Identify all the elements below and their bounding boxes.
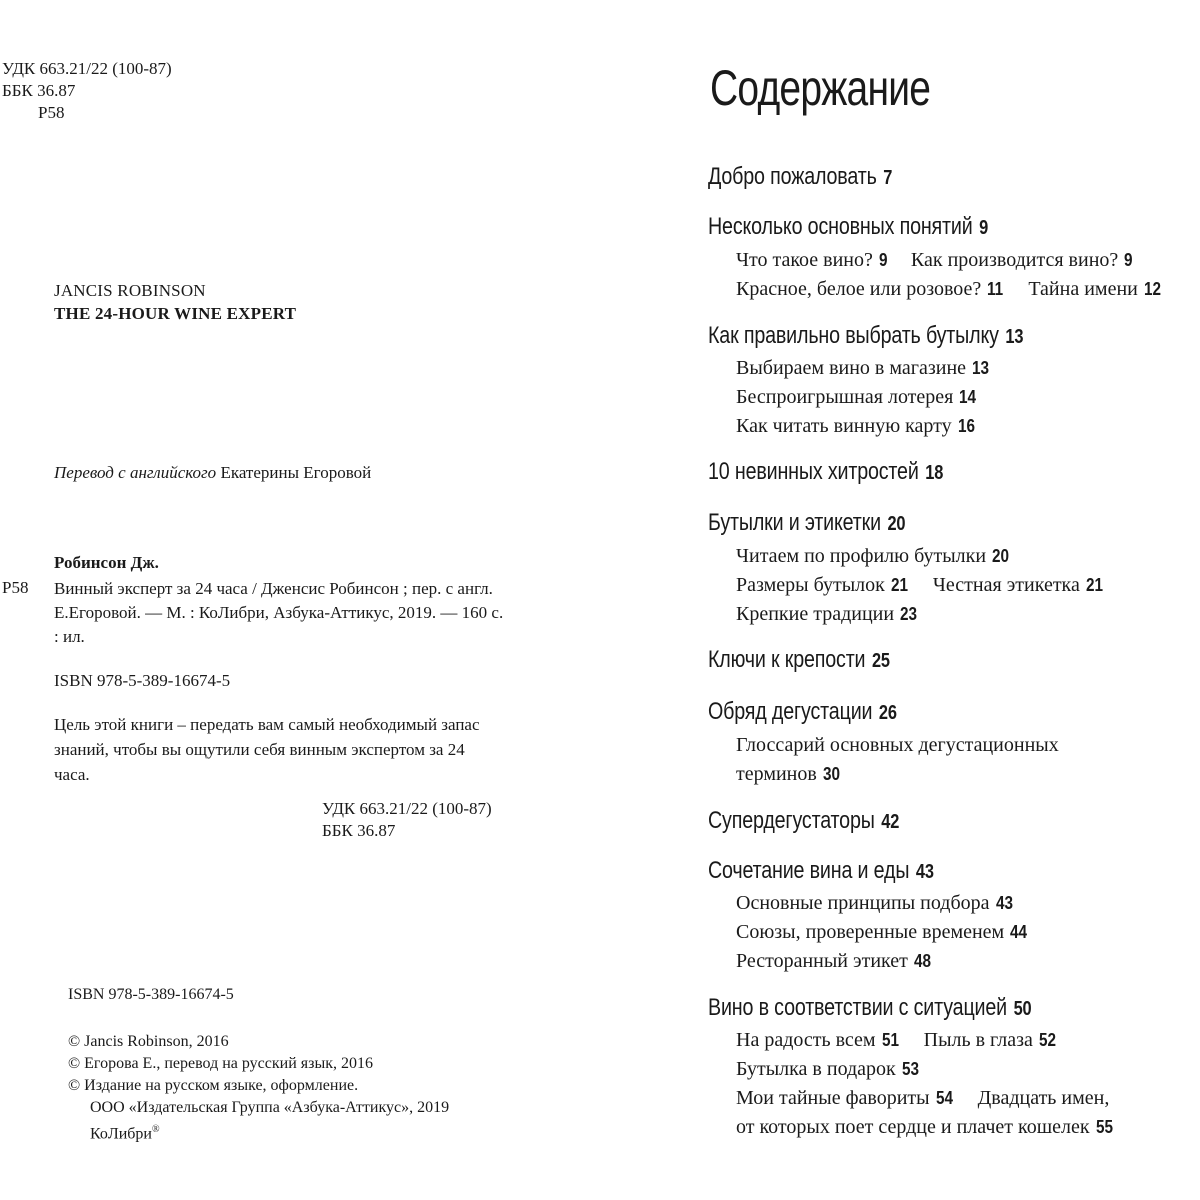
author-code-top: Р58 [38,103,65,122]
toc-section-title: Несколько основных понятий [708,213,973,240]
toc-section[interactable] [708,697,897,728]
toc-subsection[interactable] [736,543,1012,569]
toc-page-number: 25 [871,650,890,672]
toc-page-number: 23 [900,604,918,624]
toc-section[interactable] [708,457,943,488]
toc-page-number: 48 [913,951,931,971]
toc-section[interactable] [708,856,934,887]
toc-page-number: 14 [959,387,977,407]
toc-subsection[interactable] [736,384,979,410]
catalog-card-code: Р58 [2,578,29,597]
toc-subsection-title: Глоссарий основных дегустационных [736,734,1059,756]
toc-subsection-title: Основные принципы подбора [736,892,990,914]
book-abstract: Цель этой книги – передать вам самый необходимый запас знаний, чтобы вы ощутили себя винным экспертом за 24 часа. [54,715,480,784]
toc-subsection[interactable] [736,276,1164,302]
toc-subsection-title: Размеры бутылок [736,574,885,596]
toc-subsection-title: Что такое вино? [736,249,873,271]
toc-page-number: 20 [992,546,1010,566]
toc-section[interactable] [708,212,988,243]
toc-page-number: 55 [1095,1117,1113,1137]
bbk-code-top: ББК 36.87 [2,81,76,100]
toc-subsection[interactable] [736,601,920,627]
toc-page-number: 12 [1143,279,1161,299]
toc-page-number: 43 [915,861,934,883]
toc-section[interactable] [708,321,1023,352]
catalog-card-author: Робинсон Дж. [54,553,159,572]
toc-subsection[interactable] [736,761,843,787]
toc-subsection-title: терминов [736,763,817,785]
toc-section[interactable] [708,806,899,837]
toc-page-number: 18 [925,462,944,484]
toc-page-number: 52 [1038,1030,1056,1050]
isbn-footer: ISBN 978-5-389-16674-5 [68,986,234,1003]
toc-subsection[interactable] [736,572,1106,598]
toc-subsection[interactable] [736,919,1030,945]
toc-subsection-title: Беспроигрышная лотерея [736,386,954,408]
toc-page-number: 50 [1013,998,1032,1020]
toc-subsection[interactable] [736,1114,1116,1140]
toc-section-title: Добро пожаловать [708,163,877,190]
toc-page-number: 54 [935,1088,953,1108]
toc-subsection-title: Читаем по профилю бутылки [736,545,987,567]
toc-page-number: 7 [883,167,893,189]
toc-section[interactable] [708,645,890,676]
original-author: JANCIS ROBINSON [54,281,206,300]
toc-subsection[interactable] [736,355,992,381]
toc-page-number: 43 [995,893,1013,913]
toc-page-number: 53 [901,1059,919,1079]
toc-page-number: 9 [878,250,888,270]
toc-page-number: 11 [987,279,1004,299]
toc-subsection-title: Ресторанный этикет [736,950,908,972]
toc-page-number: 44 [1010,922,1028,942]
copyright-line: © Jancis Robinson, 2016 [68,1033,229,1050]
toc-subsection-title: Бутылка в подарок [736,1058,896,1080]
toc-subsection[interactable] [736,948,934,974]
toc-subsection-title: Двадцать имен, [977,1087,1110,1109]
toc-heading: Содержание [710,60,931,116]
toc-subsection[interactable] [736,1085,1109,1111]
toc-section-title: Обряд дегустации [708,698,873,725]
toc-page-number: 13 [972,358,990,378]
bbk-code-bottom: ББК 36.87 [322,821,396,840]
copyright-line: © Егорова Е., перевод на русский язык, 2016 [68,1055,373,1072]
toc-page-number: 42 [881,811,900,833]
toc-subsection[interactable] [736,890,1016,916]
imprint-page [0,0,560,1200]
toc-subsection[interactable] [736,247,1134,273]
translation-prefix: Перевод с английского [54,463,217,482]
toc-section[interactable] [708,162,892,193]
toc-page-number: 51 [881,1030,899,1050]
udk-code-bottom: УДК 663.21/22 (100-87) [322,799,492,818]
toc-section[interactable] [708,993,1031,1024]
translation-credit [54,462,371,484]
toc-page-number: 20 [887,513,906,535]
udk-code-top: УДК 663.21/22 (100-87) [2,59,172,78]
toc-page-number: 21 [1085,575,1103,595]
toc-section-title: Ключи к крепости [708,646,866,673]
toc-subsection[interactable] [736,732,1059,758]
toc-subsection-title: Красное, белое или розовое? [736,278,982,300]
toc-page-number: 16 [957,416,975,436]
toc-subsection[interactable] [736,1027,1059,1053]
registered-mark-icon: ® [152,1124,160,1135]
toc-subsection-title: от которых поет сердце и плачет кошелек [736,1116,1090,1138]
toc-section[interactable] [708,508,905,539]
toc-page-number: 30 [822,764,840,784]
toc-subsection[interactable] [736,413,978,439]
toc-subsection-title: Мои тайные фавориты [736,1087,930,1109]
toc-section-title: Бутылки и этикетки [708,509,881,536]
toc-subsection-title: На радость всем [736,1029,876,1051]
isbn-catalog: ISBN 978-5-389-16674-5 [54,671,231,690]
copyright-line [90,1119,160,1145]
toc-subsection-title: Пыль в глаза [923,1029,1033,1051]
toc-page-number: 9 [1124,250,1133,270]
toc-subsection-title: Как производится вино? [910,249,1119,271]
toc-subsection-title: Честная этикетка [932,574,1080,596]
toc-subsection[interactable] [736,1056,922,1082]
toc-subsection-title: Выбираем вино в магазине [736,357,967,379]
catalog-card-description: Винный эксперт за 24 часа / Дженсис Робинсон ; пер. с англ. Е.Егоровой. — М. : КоЛибри, Азбука-Аттикус, 2019. — 160 с. : ил. [54,579,504,646]
toc-subsection-title: Союзы, проверенные временем [736,921,1005,943]
translator-name: Екатерины Егоровой [220,463,372,482]
toc-section-title: Супердегустаторы [708,807,875,834]
toc-page-number: 26 [878,702,897,724]
toc-section-title: Вино в соответствии с ситуацией [708,994,1008,1021]
toc-subsection-title: Как читать винную карту [736,415,952,437]
table-of-contents [700,0,1200,1200]
copyright-line: © Издание на русском языке, оформление. [68,1077,359,1094]
toc-page-number: 21 [890,575,908,595]
toc-section-title: Сочетание вина и еды [708,857,910,884]
toc-subsection-title: Тайна имени [1028,278,1138,300]
toc-section-title: Как правильно выбрать бутылку [708,322,999,349]
original-title: THE 24-HOUR WINE EXPERT [54,304,297,323]
toc-page-number: 13 [1005,326,1024,348]
toc-section-title: 10 невинных хитростей [708,458,919,485]
toc-subsection-title: Крепкие традиции [736,603,895,625]
copyright-line: ООО «Издательская Группа «Азбука-Аттикус», 2019 [90,1099,450,1116]
publisher-imprint: КоЛибри [90,1125,152,1143]
toc-page-number: 9 [979,217,989,239]
